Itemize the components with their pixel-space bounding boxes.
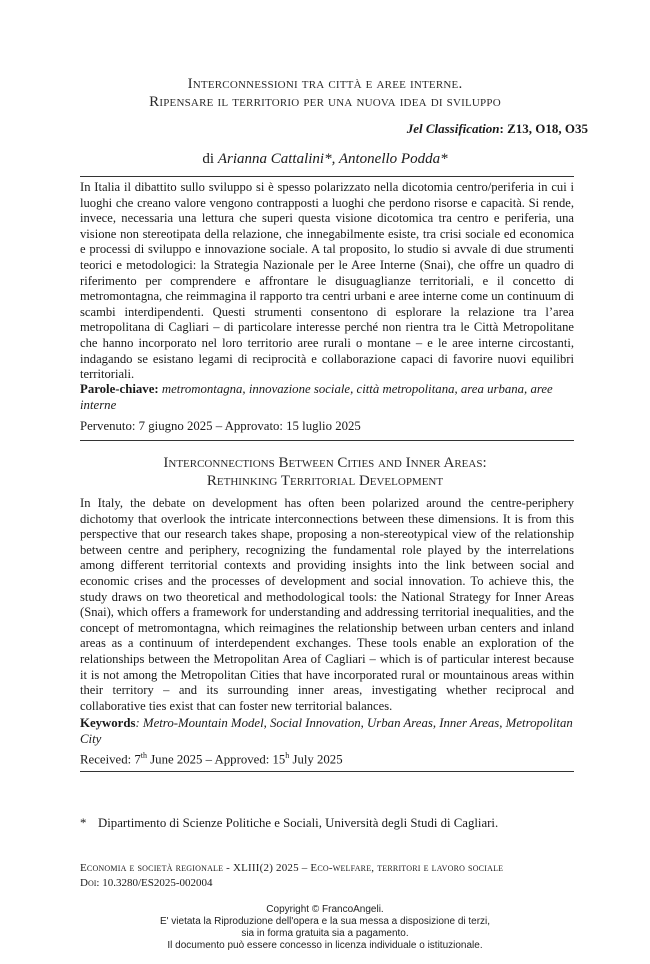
authors (0, 151, 650, 168)
doi: Doi: 10.3280/ES2025-002004 (80, 877, 213, 889)
footnote-mark: * (80, 816, 87, 830)
italian-keywords-label: Parole-chiave: (80, 382, 159, 396)
italian-abstract (80, 180, 574, 383)
received-mid: June 2025 – Approved: 15 (147, 752, 286, 767)
abstract-top-rule (80, 176, 574, 177)
jel-codes: : Z13, O18, O35 (499, 121, 588, 136)
jel-label: Jel Classification (406, 121, 500, 136)
italian-keywords (80, 382, 574, 413)
footnote (80, 816, 574, 831)
italian-dates: Pervenuto: 7 giugno 2025 – Approvato: 15 luglio 2025 (80, 419, 361, 433)
italian-title-line-2: Ripensare il territorio per una nuova idea di sviluppo (149, 94, 501, 110)
copyright-line-3: sia in forma gratuita sia a pagamento. (241, 928, 409, 939)
italian-keywords-list: metromontagna, innovazione sociale, città metropolitana, area urbana, aree interne (80, 382, 553, 412)
english-keywords-label: Keywords (80, 716, 136, 730)
italian-title-line-1: Interconnessioni tra città e aree interne. (187, 76, 463, 92)
abstract-bottom-rule (80, 771, 574, 772)
copyright-line-1: Copyright © FrancoAngeli. (266, 904, 384, 915)
approved-superscript: h (285, 751, 290, 760)
journal-line: Economia e società regionale - XLIII(2) 2025 – Eco-welfare, territori e lavoro sociale (80, 862, 504, 874)
received-superscript: th (140, 751, 147, 760)
english-dates (80, 751, 574, 767)
english-keywords (80, 716, 574, 747)
english-abstract-text: In Italy, the debate on development has often been polarized around the centre-periphery dichotomy that overlook the intricate interconnections between these dimensions. It is from this perspective that our research takes shape, proposing a non-stereotypical view of the relationship between centre and periphery, recognizing the fundamental role played by the interrelations among different territorial contexts and providing insights into the link between social and economic crises and the processes of development and social innovation. To achieve this, the study draws on two theoretical and methodological tools: the National Strategy for Inner Areas (Snai), which offers a framework for understanding and addressing territorial inequalities, and the concept of metromontagna, which reimagines the relationship between urban centers and inland areas as a continuum of interdependent exchanges. These tools enable an exploration of the relationships between the Metropolitan Area of Cagliari – which is of particular interest because it is not among the Metropolitan Cities that have incorporated rural or mountainous areas within their territory – and its surrounding inner areas, investigating whether reciprocal and collaborative ties exist that can foster new territorial balances. (80, 496, 574, 713)
english-keywords-list: : Metro-Mountain Model, Social Innovation, Urban Areas, Inner Areas, Metropolitan City (80, 716, 573, 746)
approved-suffix: July 2025 (289, 752, 343, 767)
english-title-line-1: Interconnections Between Cities and Inner Areas: (163, 455, 487, 471)
english-abstract (80, 496, 574, 714)
italian-abstract-text: In Italia il dibattito sullo sviluppo si è spesso polarizzato nella dicotomia centro/periferia in cui i luoghi che creano valore vengono contrapposti a luoghi che perdono risorse e capacità. Si rende, invece, necessaria una lettura che superi questa visione dicotomica tra centro e periferia, una visione non stereotipata della relazione, che innegabilmente esiste, tra crisi sociale ed economica e processi di sviluppo e innovazione sociale. A tal proposito, lo studio si avvale di due strumenti teorici e metodologici: la Strategia Nazionale per le Aree Interne (Snai), che offre un quadro di riferimento per comprendere e affrontare le disuguaglianze territoriali, e il concetto di metromontagna, che reimmagina il rapporto tra centri urbani e aree interne come un continuum di scambi interdipendenti. Questi strumenti consentono di esplorare la relazione tra l’area metropolitana di Cagliari – di particolare interesse perché non rientra tra le Città Metropolitane che hanno incorporato nel loro territorio aree rurali o montane – e le aree interne circostanti, indagando se esistano legami di reciprocità e collaborazione capaci di favorire nuovi equilibri territoriali. (80, 180, 574, 382)
copyright-line-4: Il documento può essere concesso in licenza individuale o istituzionale. (167, 940, 483, 951)
received-prefix: Received: 7 (80, 752, 141, 767)
authors-prefix: di (202, 151, 218, 167)
footnote-text: Dipartimento di Scienze Politiche e Sociali, Università degli Studi di Cagliari. (98, 816, 499, 830)
authors-names: Arianna Cattalini*, Antonello Podda* (217, 151, 448, 167)
section-divider (80, 440, 574, 441)
jel-classification (407, 121, 588, 137)
copyright-line-2: E' vietata la Riproduzione dell'opera e la sua messa a disposizione di terzi, (159, 916, 491, 927)
english-title-line-2: Rethinking Territorial Development (206, 473, 444, 489)
